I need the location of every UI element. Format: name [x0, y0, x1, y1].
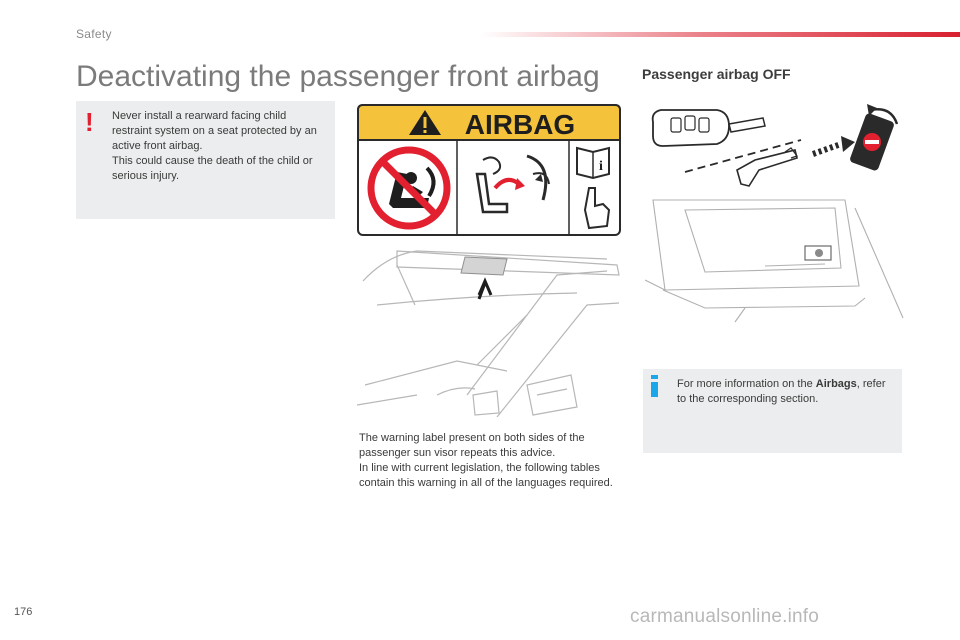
body-text	[359, 431, 621, 491]
header-accent-bar	[480, 32, 960, 37]
page-number: 176	[14, 606, 33, 618]
exclamation-icon: !	[85, 107, 94, 137]
body-line: The warning label present on both sides of the passenger sun visor repeats this advice.	[359, 432, 585, 459]
info-text-after: , refer to the corresponding section.	[677, 378, 886, 405]
page-title: Deactivating the passenger front airbag	[76, 60, 600, 93]
section-heading: Passenger airbag OFF	[642, 66, 791, 82]
airbag-switch-icon	[849, 112, 895, 171]
airbag-label-title: AIRBAG	[464, 109, 576, 140]
remote-key-icon	[653, 110, 765, 146]
svg-text:i: i	[599, 159, 603, 174]
warning-box	[76, 101, 335, 219]
no-child-seat-icon	[371, 150, 447, 226]
switch-slot-icon	[805, 246, 831, 260]
info-text-before: For more information on the	[677, 378, 816, 390]
warning-line: Never install a rearward facing child restraint system on a seat protected by an active front airbag.	[112, 110, 317, 152]
glovebox-illustration	[645, 188, 905, 330]
warning-line: This could cause the death of the child or serious injury.	[112, 155, 313, 182]
info-text	[677, 377, 895, 407]
airbag-warning-label	[357, 104, 621, 236]
key-switch-illustration	[645, 100, 907, 192]
info-icon	[651, 375, 658, 397]
info-box	[643, 369, 902, 453]
warning-text	[112, 109, 328, 184]
manual-book-icon	[577, 148, 609, 178]
visor-label-patch	[461, 257, 507, 275]
key-blade-icon	[737, 148, 797, 186]
section-label: Safety	[76, 27, 112, 41]
info-text-bold: Airbags	[815, 378, 857, 390]
body-line: In line with current legislation, the following tables contain this warning in all of the languages required.	[359, 462, 613, 489]
watermark: carmanualsonline.info	[630, 606, 820, 627]
sun-visor-illustration	[357, 245, 621, 417]
